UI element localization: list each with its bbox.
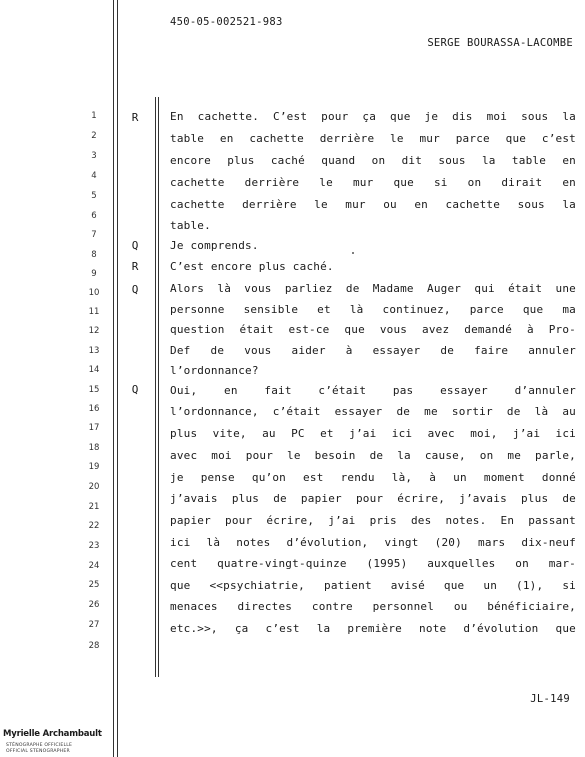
- transcript-line: cachette derrière le mur ou en cachette sous la: [170, 198, 576, 211]
- line-number: 20: [88, 482, 100, 492]
- line-number: 24: [88, 561, 100, 571]
- transcript-line: table en cachette derrière le mur parce que c’est: [170, 132, 576, 145]
- line-number: 3: [91, 151, 97, 161]
- margin-rule-left-outer: [113, 0, 114, 757]
- line-number: 18: [88, 443, 100, 453]
- speaker-label: R: [131, 111, 139, 124]
- margin-rule-text-outer: [155, 97, 156, 677]
- transcript-line: je pense qu’on est rendu là, à un moment donné: [170, 471, 576, 484]
- transcript-line: Je comprends.: [170, 239, 259, 252]
- transcript-line: C’est encore plus caché.: [170, 260, 334, 273]
- stenographer-title-en: OFFICIAL STENOGRAPHER: [6, 749, 70, 754]
- line-number: 25: [88, 580, 100, 590]
- line-number: 11: [88, 307, 100, 317]
- transcript-line: encore plus caché quand on dit sous la table en: [170, 154, 576, 167]
- speaker-label: Q: [131, 383, 139, 396]
- transcript-line: table.: [170, 219, 211, 232]
- transcript-line: Alors là vous parliez de Madame Auger qui était une: [170, 282, 576, 295]
- transcript-line: avec moi pour le besoin de la cause, on me parle,: [170, 449, 576, 462]
- case-number: 450-05-002521-983: [170, 16, 283, 28]
- margin-rule-left-inner: [117, 0, 118, 757]
- transcript-line: l’ordonnance?: [170, 364, 259, 377]
- line-number: 7: [91, 230, 97, 240]
- stenographer-title-fr: STÉNOGRAPHE OFFICIELLE: [6, 743, 73, 748]
- speaker-label: Q: [131, 283, 139, 296]
- speaker-label: Q: [131, 239, 139, 252]
- transcript-line: plus vite, au PC et j’ai ici avec moi, j’ai ici: [170, 427, 576, 440]
- line-number: 17: [88, 423, 100, 433]
- transcript-line: papier pour écrire, j’ai pris des notes. En passant: [170, 514, 576, 527]
- transcript-line: cent quatre-vingt-quinze (1995) auxquelles on mar-: [170, 557, 576, 570]
- transcript-line: l’ordonnance, c’était essayer de me sortir de là au: [170, 405, 576, 418]
- line-number: 10: [88, 288, 100, 298]
- margin-rule-text-inner: [158, 97, 159, 677]
- line-number: 1: [91, 111, 97, 121]
- line-number: 26: [88, 600, 100, 610]
- witness-name: SERGE BOURASSA-LACOMBE: [427, 37, 573, 49]
- line-number: 9: [91, 269, 97, 279]
- line-number: 13: [88, 346, 100, 356]
- transcript-line: ici là notes d’évolution, vingt (20) mars dix-neuf: [170, 536, 576, 549]
- line-number: 4: [91, 171, 97, 181]
- page-id: JL-149: [530, 693, 570, 705]
- stenographer-name: Myrielle Archambault: [3, 729, 102, 739]
- line-number: 16: [88, 404, 100, 414]
- line-number: 28: [88, 641, 100, 651]
- line-number: 21: [88, 502, 100, 512]
- transcript-line: En cachette. C’est pour ça que je dis moi sous la: [170, 110, 576, 123]
- transcript-line: cachette derrière le mur que si on dirait en: [170, 176, 576, 189]
- line-number: 5: [91, 191, 97, 201]
- transcript-line: etc.>>, ça c’est la première note d’évolution que: [170, 622, 576, 635]
- line-number: 23: [88, 541, 100, 551]
- stray-mark: [352, 252, 354, 254]
- line-number: 19: [88, 462, 100, 472]
- line-number: 22: [88, 521, 100, 531]
- line-number: 6: [91, 211, 97, 221]
- transcript-line: que <<psychiatrie, patient avisé que un (1), si: [170, 579, 576, 592]
- transcript-line: j’avais plus de papier pour écrire, j’avais plus de: [170, 492, 576, 505]
- speaker-label: R: [131, 260, 139, 273]
- line-number: 14: [88, 365, 100, 375]
- transcript-line: personne sensible et là continuez, parce que ma: [170, 303, 576, 316]
- transcript-line: question était est-ce que vous avez demandé à Pro-: [170, 323, 576, 336]
- line-number: 2: [91, 131, 97, 141]
- transcript-line: Oui, en fait c’était pas essayer d’annuler: [170, 384, 576, 397]
- line-number: 27: [88, 620, 100, 630]
- line-number: 8: [91, 250, 97, 260]
- transcript-line: menaces directes contre personnel ou bénéficiaire,: [170, 600, 576, 613]
- line-number: 15: [88, 385, 100, 395]
- line-number: 12: [88, 326, 100, 336]
- transcript-line: Def de vous aider à essayer de faire annuler: [170, 344, 576, 357]
